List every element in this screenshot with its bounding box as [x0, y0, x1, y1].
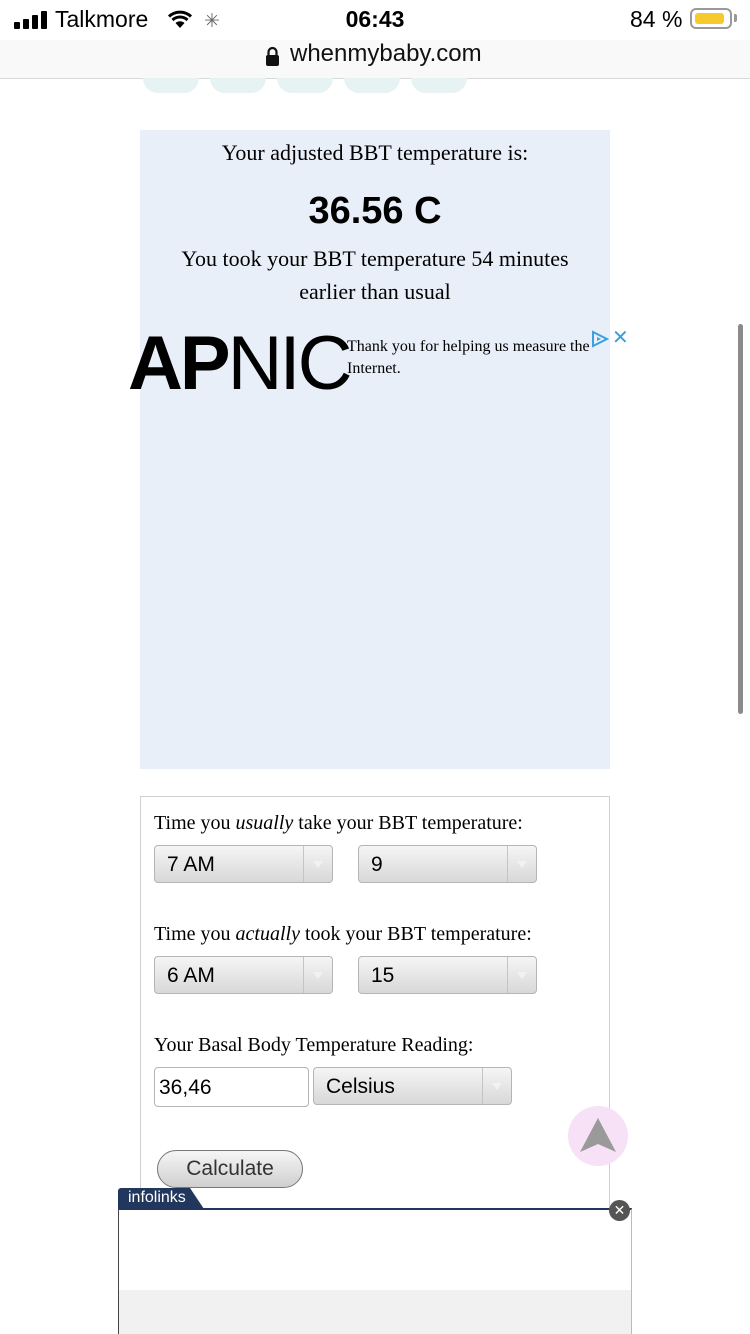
page-scrollbar[interactable] — [738, 324, 743, 714]
select-value: 7 AM — [167, 853, 215, 876]
label-part: Time you — [154, 812, 236, 834]
select-value: Celsius — [326, 1075, 395, 1098]
nav-pill[interactable] — [143, 78, 199, 93]
scroll-to-top-button[interactable] — [568, 1106, 628, 1166]
usual-time-label — [154, 812, 523, 835]
usual-minute-select[interactable] — [358, 845, 537, 883]
nav-pill[interactable] — [210, 78, 266, 93]
chevron-down-icon — [507, 846, 536, 882]
label-part: took your BBT temperature: — [299, 923, 532, 945]
ad-close-icon[interactable]: ✕ — [612, 327, 629, 349]
clock: 06:43 — [345, 6, 405, 32]
battery-icon — [690, 8, 732, 29]
label-emphasis: usually — [235, 812, 294, 834]
result-panel — [140, 130, 610, 769]
temperature-reading-input[interactable] — [154, 1067, 309, 1107]
unit-select[interactable] — [313, 1067, 512, 1105]
actual-time-label — [154, 923, 532, 946]
result-heading: Your adjusted BBT temperature is: — [221, 140, 529, 165]
chevron-down-icon — [482, 1068, 511, 1104]
logo-bold: AP — [128, 321, 228, 406]
nav-pill[interactable] — [344, 78, 400, 93]
loading-spinner-icon: ✳ — [204, 11, 220, 32]
battery-tip — [734, 14, 737, 22]
bbt-calculator-form — [140, 796, 610, 1216]
adjusted-temperature: 36.56 C — [308, 190, 442, 232]
infolinks-label: infolinks — [128, 1189, 186, 1206]
select-value: 9 — [371, 853, 383, 876]
adchoices-icon[interactable] — [591, 330, 609, 348]
chevron-down-icon — [507, 957, 536, 993]
battery-level — [695, 13, 724, 24]
close-icon[interactable]: ✕ — [609, 1200, 630, 1221]
label-emphasis: actually — [235, 923, 300, 945]
infolinks-tab[interactable] — [118, 1188, 204, 1209]
label-part: Time you — [154, 923, 236, 945]
ad-text[interactable]: Thank you for helping us measure the Internet. — [347, 338, 590, 377]
url-text[interactable]: whenmybaby.com — [290, 40, 482, 67]
chevron-down-icon — [303, 957, 332, 993]
input-value: 36,46 — [159, 1076, 212, 1099]
reading-label: Your Basal Body Temperature Reading: — [154, 1034, 474, 1056]
chevron-down-icon — [303, 846, 332, 882]
select-value: 6 AM — [167, 964, 215, 987]
lock-icon — [265, 46, 280, 67]
address-bar[interactable] — [0, 40, 750, 79]
select-value: 15 — [371, 964, 395, 987]
logo-rest: NIC — [227, 321, 350, 406]
label-part: take your BBT temperature: — [293, 812, 523, 834]
nav-pill[interactable] — [277, 78, 333, 93]
nav-pill[interactable] — [411, 78, 467, 93]
apnic-ad-logo[interactable] — [128, 321, 350, 406]
battery-percentage: 84 % — [630, 6, 683, 32]
actual-hour-select[interactable] — [154, 956, 333, 994]
infolinks-ad-area[interactable] — [118, 1208, 632, 1334]
arrow-up-icon — [578, 1114, 618, 1154]
calculate-button[interactable]: Calculate — [157, 1150, 303, 1188]
status-bar — [0, 0, 750, 40]
ad-footer — [119, 1290, 631, 1334]
carrier-name: Talkmore — [55, 6, 149, 32]
usual-hour-select[interactable] — [154, 845, 333, 883]
actual-minute-select[interactable] — [358, 956, 537, 994]
time-difference-text: You took your BBT temperature 54 minutes earlier than usual — [181, 246, 569, 304]
